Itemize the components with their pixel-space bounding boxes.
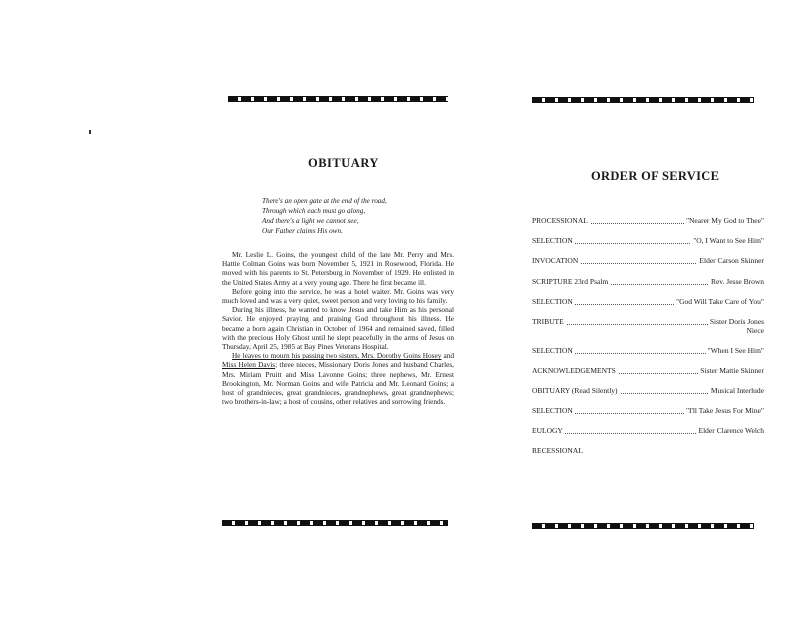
service-item-label: SELECTION: [532, 346, 573, 355]
service-item-label: OBITUARY (Read Silently): [532, 386, 618, 395]
survivors-underlined-1: He leaves to mourn his passing two sisters, Mrs. Dorothy Goins Hosey: [232, 351, 442, 361]
service-list: [532, 216, 764, 457]
service-item: [532, 386, 764, 397]
obituary-body: [222, 250, 454, 406]
service-item-value: "I'll Take Jesus For Mine": [685, 406, 764, 415]
service-item-label: INVOCATION: [532, 256, 579, 265]
scan-mark: [89, 130, 91, 134]
order-of-service-page: [460, 0, 800, 620]
service-item-value: "Nearer My God to Thee": [685, 216, 764, 225]
bottom-decorative-rule: [532, 523, 754, 529]
service-item-value: Musical Interlude: [710, 386, 764, 395]
survivors-rest: ; three nieces, Missionary Doris Jones and husband Charles, Mrs. Miriam Pruitt and Miss Lavonne Goins; three nephews, Mr. Ernest Brookington, Mr. Norman Goins and wife Patricia and Mr. Leonard Goins; a host of grandnieces, great grandnieces, grandnephews, great grandnephews; two brothers-in-law; a host of cousins, other relatives and sorrowing friends.: [222, 360, 454, 407]
service-item: [532, 216, 764, 227]
service-item-label: PROCESSIONAL: [532, 216, 588, 225]
top-decorative-rule: [532, 97, 754, 103]
poem-line: There's an open gate at the end of the road,: [262, 197, 387, 205]
poem-line: Our Father claims His own.: [262, 227, 343, 235]
obituary-title: OBITUARY: [308, 156, 379, 170]
service-item: [532, 317, 764, 335]
service-item: [532, 346, 764, 357]
paragraph-faith: During his illness, he wanted to know Jesus and take Him as his personal Savior. He enjoyed praying and praising God throughout his illness. He became a born again Christian in October of 1964 and remained saved, filled with the precious Holy Ghost until he slept peacefully in the arms of Jesus on Thursday, April 25, 1985 at Bay Pines Veterans Hospital.: [222, 305, 454, 352]
service-item: [532, 446, 764, 457]
poem: [262, 196, 452, 236]
paragraph-character: Before going into the service, he was a hotel waiter. Mr. Goins was very much loved and was a very quiet, sweet person and very loving to his family.: [222, 286, 454, 306]
service-item-label: SCRIPTURE 23rd Psalm: [532, 277, 609, 286]
service-item-value: Elder Carson Skinner: [699, 256, 764, 265]
service-item-value: Sister Mattie Skinner: [700, 366, 764, 375]
service-item-value: "God Will Take Care of You": [676, 297, 764, 306]
service-item: [532, 366, 764, 377]
service-item: [532, 277, 764, 288]
service-item-value: Rev. Jesse Brown: [710, 277, 764, 286]
service-item-label: TRIBUTE: [532, 317, 564, 326]
paragraph-biography: Mr. Leslie L. Goins, the youngest child of the late Mr. Perry and Mrs. Hattie Colman Goins was born November 5, 1921 in Rosewood, Florida. He moved with his parents to St. Petersburg in November of 1929. He enlisted in the United States Army at a very young age. There he first became ill.: [222, 250, 454, 287]
service-item-label: SELECTION: [532, 297, 573, 306]
poem-line: Through which each must go along,: [262, 207, 366, 215]
survivors-underlined-2: Miss Helen Davis: [222, 360, 276, 370]
service-item-note: Niece: [746, 326, 764, 335]
service-item-label: SELECTION: [532, 406, 573, 415]
top-decorative-rule: [228, 96, 448, 102]
service-item-label: RECESSIONAL: [532, 446, 583, 455]
survivors-and: and: [441, 351, 454, 361]
service-item-label: EULOGY: [532, 426, 563, 435]
service-item-value: Sister Doris Jones: [709, 317, 764, 326]
bottom-decorative-rule: [222, 520, 448, 526]
order-of-service-title: ORDER OF SERVICE: [591, 169, 720, 183]
service-item-value: "O, I Want to See Him": [693, 236, 764, 245]
service-item-label: SELECTION: [532, 236, 573, 245]
service-item-value: Elder Clarence Welch: [698, 426, 764, 435]
service-item-label: ACKNOWLEDGEMENTS: [532, 366, 616, 375]
paragraph-survivors: [222, 351, 454, 406]
service-item: [532, 236, 764, 247]
service-item: [532, 406, 764, 417]
service-item: [532, 297, 764, 308]
service-item: [532, 256, 764, 267]
poem-line: And there's a light we cannot see,: [262, 217, 359, 225]
service-item-value: "When I See Him": [707, 346, 764, 355]
service-item: [532, 426, 764, 437]
